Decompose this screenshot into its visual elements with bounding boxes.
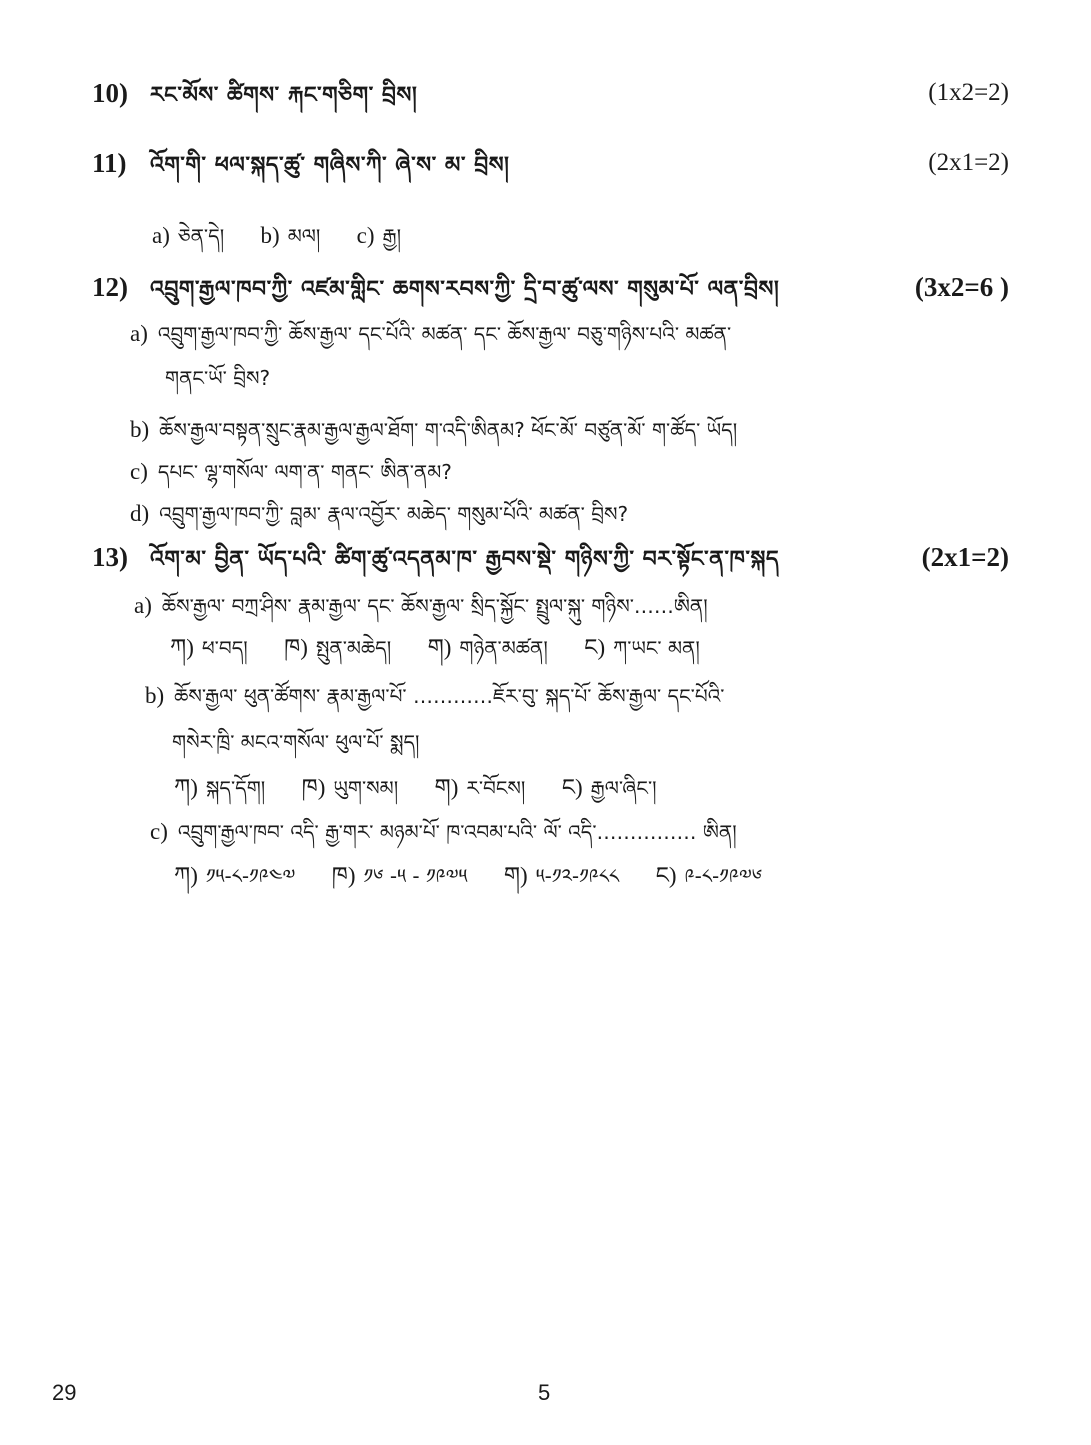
option: ཁ) ༡༦ -༥ - ༡༩༧༥ — [331, 863, 468, 888]
option: ག) གཉེན་མཚན། — [427, 635, 548, 660]
marks: (1x2=2) — [928, 79, 1009, 106]
option: ཀ) སྐད་དོག། — [174, 775, 266, 800]
q12-sub-c: c) དཔང་ ལྷ་གསོལ་ ལག་ན་ གནང་ ཨིན་ནམ? — [130, 459, 452, 484]
q13-sub-b-cont: གསེར་ཁྲི་ མངའ་གསོལ་ ཕུལ་པོ་ སྨད། — [172, 730, 420, 754]
q12-sub-a: a) འབྲུག་རྒྱལ་ཁབ་ཀྱི་ ཆོས་རྒྱལ་ དང་པོའི་ མཚན་ དང་ ཆོས་རྒྱལ་ བཅུ་གཉིས་པའི་ མཚན་ — [130, 321, 732, 346]
question-number: 10) — [92, 78, 128, 108]
q13-sub-c: c) འབྲུག་རྒྱལ་ཁབ་ འདི་ རྒྱ་གར་ མཉམ་པོ་ ཁ་འབམ་པའི་ ལོ་ འདི་…………… ཨིན། — [150, 819, 737, 844]
option: ཀ) ཕ་བད། — [170, 635, 248, 660]
question-text: འོག་གི་ ཕལ་སྐད་ཚུ་ གཞིས་ཀི་ ཞེ་ས་ མ་ བྲིས། — [149, 153, 510, 178]
question-number: 11) — [92, 148, 127, 178]
question-number: 12) — [92, 272, 128, 302]
option: ཀ) ༡༥-༨-༡༩༤༧ — [174, 863, 296, 888]
page-number: 5 — [538, 1380, 551, 1405]
question-number: 13) — [92, 542, 128, 572]
question-text: འབྲུག་རྒྱལ་ཁབ་ཀྱི་ འཛམ་གླིང་ ཆགས་རབས་ཀྱི་ དྲི་བ་ཚུ་ལས་ གསུམ་པོ་ ལན་བྲིས། — [149, 277, 780, 302]
q12-sub-b: b) ཆོས་རྒྱལ་བསྟན་སྲུང་རྣམ་རྒྱལ་རྒྱལ་ཐོག་ ག་འདི་ཨིནམ? ཕོང་མོ་ བཙུན་མོ་ ག་ཚོད་ ཡོད། — [130, 417, 738, 442]
option: ཁ) ཡུག་སམ། — [301, 775, 399, 800]
marks: (3x2=6 ) — [914, 272, 1009, 302]
option: ང) ཀ་ཡང་ མན། — [584, 635, 700, 660]
option: ཁ) སྤུན་མཆེད། — [284, 635, 392, 660]
question-text: རང་མོས་ ཚིགས་ རྐང་གཅིག་ བྲིས། — [149, 83, 418, 108]
option: ག) ར་བོངས། — [434, 775, 526, 800]
q13-sub-a-options — [170, 634, 730, 662]
option: ག) ༥-༡༢-༡༩༨༨ — [503, 863, 620, 888]
q12-sub-a-cont: གནང་ཡོ་ བྲིས? — [165, 366, 271, 390]
q13-sub-b-options — [174, 774, 687, 802]
question-10 — [92, 78, 1009, 111]
q13-sub-b: b) ཆོས་རྒྱལ་ ཕུན་ཚོགས་ རྣམ་རྒྱལ་པོ་ …………ཇོར་བུ་ སྐད་པོ་ ཆོས་རྒྱལ་ དང་པོའི་ — [145, 683, 725, 708]
marks: (2x1=2) — [928, 149, 1009, 176]
question-12 — [92, 272, 1009, 305]
q12-sub-d: d) འབྲུག་རྒྱལ་ཁབ་ཀྱི་ བླམ་ རྣལ་འབྱོར་ མཆེད་ གསུམ་པོའི་ མཚན་ བྲིས? — [130, 501, 629, 526]
marks: (2x1=2) — [921, 542, 1009, 572]
question-text: འོག་མ་ བྱིན་ ཡོད་པའི་ ཚིག་ཚུ་འདནམ་ཁ་ རྒྱབས་སྡེ་ གཉིས་ཀྱི་ བར་སྟོང་ན་ཁ་སྐད — [149, 547, 780, 572]
option: ང) ༩-༨-༡༩༧༦ — [655, 863, 763, 888]
q11-options — [152, 222, 431, 250]
option: ང) རྒྱལ་ཞིང་། — [561, 775, 657, 800]
option: b) མལ། — [260, 223, 321, 248]
option: a) ཅེན་དེ། — [152, 223, 225, 248]
q13-sub-c-options — [174, 862, 792, 890]
page-code: 29 — [52, 1380, 77, 1405]
q13-sub-a: a) ཆོས་རྒྱལ་ བཀྲ་ཤིས་ རྣམ་རྒྱལ་ དང་ ཆོས་རྒྱལ་ སྲིད་སྐྱོང་ སྤྲུལ་སྐུ་ གཉིས་……ཨིན། — [134, 593, 708, 618]
option: c) རྒྱ། — [356, 223, 402, 248]
question-13 — [92, 542, 1009, 575]
question-11 — [92, 148, 1009, 181]
